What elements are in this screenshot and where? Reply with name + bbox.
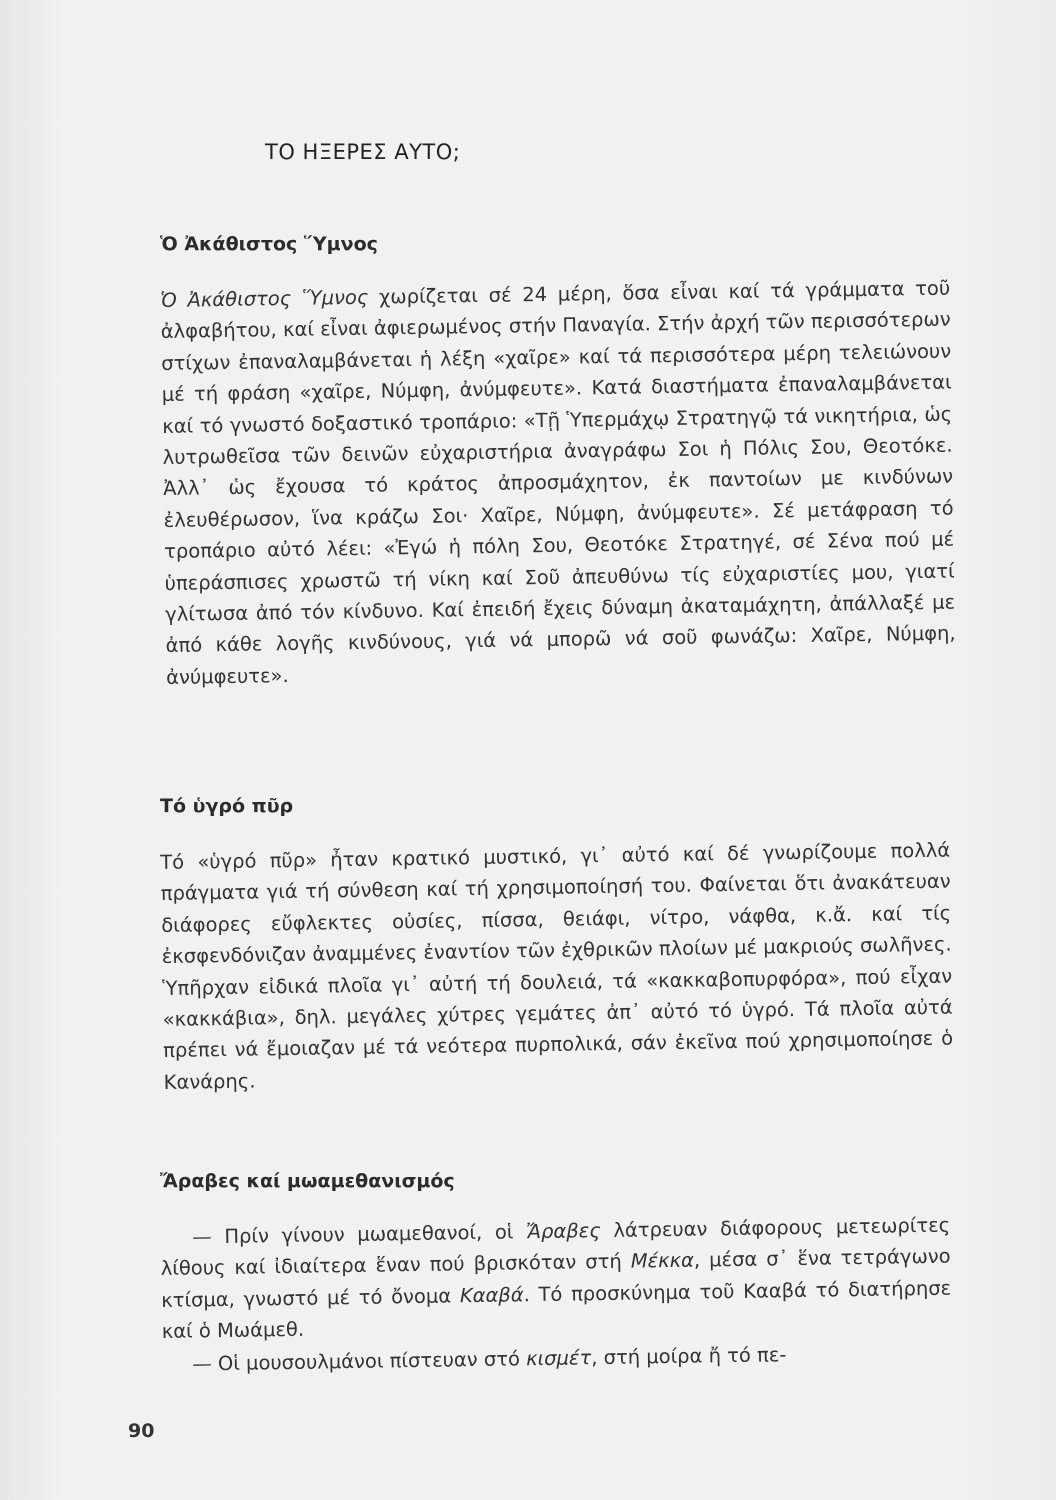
text-run: , μέσα σ᾽ ἕνα τετράγωνο κτίσμα, γνωστό μέ τό ὄνομα bbox=[161, 1244, 951, 1312]
page-title: ΤΟ ΗΞΕΡΕΣ ΑΥΤΟ; bbox=[265, 140, 461, 164]
section-heading-arabs: Ἄραβες καί μωαμεθανισμός bbox=[160, 1170, 455, 1192]
italic-term-kismet: κισμέτ bbox=[525, 1346, 592, 1371]
page-number: 90 bbox=[128, 1420, 155, 1442]
text-run: , στή μοίρα ἤ τό πε- bbox=[591, 1343, 787, 1370]
italic-hymn-title: Ὁ Ἀκάθιστος Ὕμνος bbox=[160, 285, 369, 312]
section-heading-akathistos: Ὁ Ἀκάθιστος Ὕμνος bbox=[160, 233, 378, 255]
text-run: — Πρίν γίνουν μωαμεθανοί, οἱ bbox=[192, 1220, 527, 1249]
paragraph-arabs-1 bbox=[160, 1210, 952, 1348]
text-run: . Τό προσκύνημα τοῦ Κααβά τό διατήρησε καί ὁ Μωάμεθ. bbox=[161, 1276, 952, 1344]
italic-term-mecca: Μέκκα bbox=[630, 1249, 695, 1274]
italic-term-kaaba: Κααβά bbox=[459, 1283, 524, 1308]
paragraph-akathistos bbox=[160, 273, 956, 694]
section-heading-greek-fire: Τό ὑγρό πῦρ bbox=[160, 795, 294, 817]
paragraph-greek-fire: Τό «ὑγρό πῦρ» ἦταν κρατικό μυστικό, γι᾽ αὐτό καί δέ γνωρίζουμε πολλά πράγματα γιά τή σύνθεση καί τή χρησιμοποίησή του. Φαίνεται ὅτι ἀνακάτευαν διάφορες εὔφλεκτες οὐσίες, πίσσα, θειάφι, νίτρο, νάφθα, κ.ἄ. καί τίς ἐκσφενδόνιζαν ἀναμμένες ἐναντίον τῶν ἐχθρικῶν πλοίων μέ μακριούς σωλῆνες. Ὑπῆρχαν εἰδικά πλοῖα γι᾽ αὐτή τή δουλειά, τά «κακκαβοπυρφόρα», πού εἶχαν «κακκάβια», δηλ. μεγάλες χύτρες γεμάτες ἀπ᾽ αὐτό τό ὑγρό. Τά πλοῖα αὐτά πρέπει νά ἔμοιαζαν μέ τά νεότερα πυρπολικά, σάν ἐκεῖνα πού χρησιμοποίησε ὁ Κανάρης. bbox=[160, 838, 954, 1094]
text-run: λάτρευαν διάφορους μετεωρίτες λίθους καί ἰδιαίτερα ἕναν πού βρισκόταν στή bbox=[160, 1213, 951, 1281]
text-run: — Οἱ μουσουλμάνοι πίστευαν στό bbox=[192, 1347, 527, 1376]
paragraph-text: χωρίζεται σέ 24 μέρη, ὅσα εἶναι καί τά γράμματα τοῦ ἀλφαβήτου, καί εἶναι ἀφιερωμένος στήν Παναγία. Στήν ἀρχή τῶν περισσότερων στίχων ἐπαναλαμβάνεται ἡ λέξη «χαῖρε» καί τά περισσότερα μέρη τελειώνουν μέ τή φράση «χαῖρε, Νύμφη, ἀνύμφευτε». Κατά διαστήματα ἐπαναλαμβάνεται καί τό γνωστό δοξαστικό τροπάριο: «Τῇ Ὑπερμάχῳ Στρατηγῷ τά νικητήρια, ὡς λυτρωθεῖσα τῶν δεινῶν εὐχαριστήρια ἀναγράφω Σοι ἡ Πόλις Σου, Θεοτόκε. Ἀλλ᾽ ὡς ἔχουσα τό κράτος ἀπροσμάχητον, ἐκ παντοίων με κινδύνων ἐλευθέρωσον, ἵνα κράζω Σοι· Χαῖρε, Νύμφη, ἀνύμφευτε». Σέ μετάφραση τό τροπάριο αὐτό λέει: «Ἐγώ ἡ πόλη Σου, Θεοτόκε Στρατηγέ, σέ Σένα πού μέ ὑπεράσπισες χρωστῶ τή νίκη καί Σοῦ ἀπευθύνω τίς εὐχαριστίες μου, γιατί γλίτωσα ἀπό τόν κίνδυνο. Καί ἐπειδή ἔχεις δύναμη ἀκαταμάχητη, ἀπάλλαξέ με ἀπό κάθε λογῆς κινδύνους, γιά νά μπορῶ νά σοῦ φωνάζω: Χαῖρε, Νύμφη, ἀνύμφευτε». bbox=[160, 276, 956, 689]
italic-term-arabs: Ἄραβες bbox=[525, 1219, 601, 1244]
